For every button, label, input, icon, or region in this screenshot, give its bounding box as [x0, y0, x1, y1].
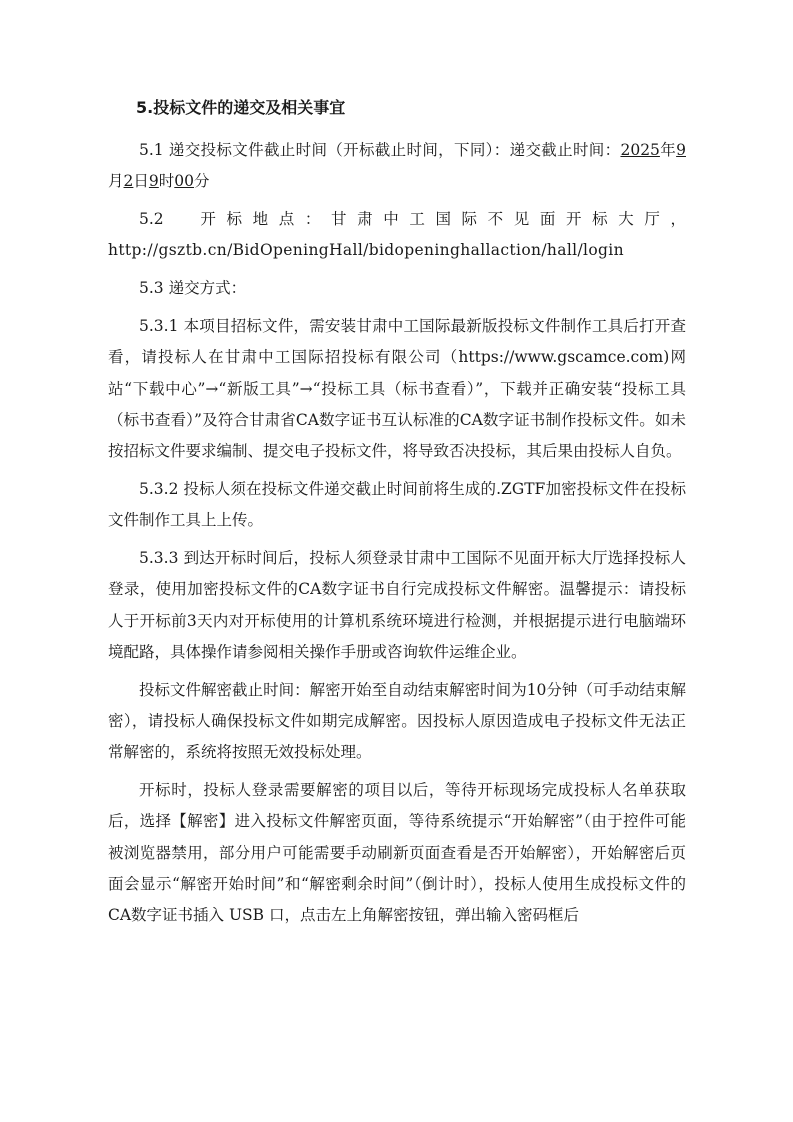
paragraph-5-1 — [108, 135, 686, 198]
deadline-label: 5.1 递交投标文件截止时间（开标截止时间，下同）：递交截止时间： — [139, 141, 621, 159]
paragraph-decryption-deadline: 投标文件解密截止时间：解密开始至自动结束解密时间为10分钟（可手动结束解密），请投标人确保投标文件如期完成解密。因投标人原因造成电子投标文件无法正常解密的，系统将按照无效投标处理。 — [108, 680, 686, 762]
paragraph-5-3-3: 5.3.3 到达开标时间后，投标人须登录甘肃中工国际不见面开标大厅选择投标人登录，使用加密投标文件的CA数字证书自行完成投标文件解密。温馨提示：请投标人于开标前3天内对开标使用的计算机系统环境进行检测，并根据提示进行电脑端环境配路，具体操作请参阅相关操作手册或咨询软件运维企业。 — [108, 549, 686, 661]
paragraph-5-3-2: 5.3.2 投标人须在投标文件递交截止时间前将生成的.ZGTF加密投标文件在投标文件制作工具上上传。 — [108, 479, 686, 530]
deadline-year: 2025 — [620, 141, 660, 159]
deadline-month: 9 — [676, 141, 686, 159]
deadline-month-unit: 月 — [108, 172, 124, 191]
paragraph-5-2: 5.2 开标地点：甘肃中工国际不见面开标大厅， — [139, 210, 686, 229]
deadline-year-unit: 年 — [659, 141, 677, 159]
deadline-minute: 00 — [174, 172, 195, 191]
paragraph-5-3-1: 5.3.1 本项目招标文件，需安装甘肃中工国际最新版投标文件制作工具后打开查看，请投标人在甘肃中工国际招投标有限公司（https://www.gscamce.com)网站“下载中心”→“新版工具”→“投标工具（标书查看）”，下载并正确安装“投标工具（标书查看）”及符合甘肃省CA数字证书互认标准的CA数字证书制作投标文件。如未按招标文件要求编制、提交电子投标文件，将导致否决投标，其后果由投标人自负。 — [108, 316, 686, 461]
paragraph-bid-opening: 开标时，投标人登录需要解密的项目以后，等待开标现场完成投标人名单获取后，选择【解密】进入投标文件解密页面，等待系统提示“开始解密”（由于控件可能被浏览器禁用，部分用户可能需要手动刷新页面查看是否开始解密），开始解密后页面会显示“解密开始时间”和“解密剩余时间”（倒计时），投标人使用生成投标文件的CA数字证书插入 USB 口，点击左上角解密按钮，弹出输入密码框后 — [108, 781, 686, 925]
document-body — [108, 135, 686, 938]
bid-opening-hall-url[interactable]: http://gsztb.cn/BidOpeningHall/bidopeninghallaction/hall/login — [108, 241, 624, 260]
deadline-minute-unit: 分 — [194, 172, 210, 191]
paragraph-5-3: 5.3 递交方式： — [139, 279, 247, 298]
deadline-day: 2 — [123, 172, 134, 191]
section-title: 5.投标文件的递交及相关事宜 — [136, 98, 346, 117]
deadline-hour: 9 — [148, 172, 159, 191]
deadline-hour-unit: 时 — [158, 172, 175, 191]
deadline-day-unit: 日 — [133, 172, 149, 191]
